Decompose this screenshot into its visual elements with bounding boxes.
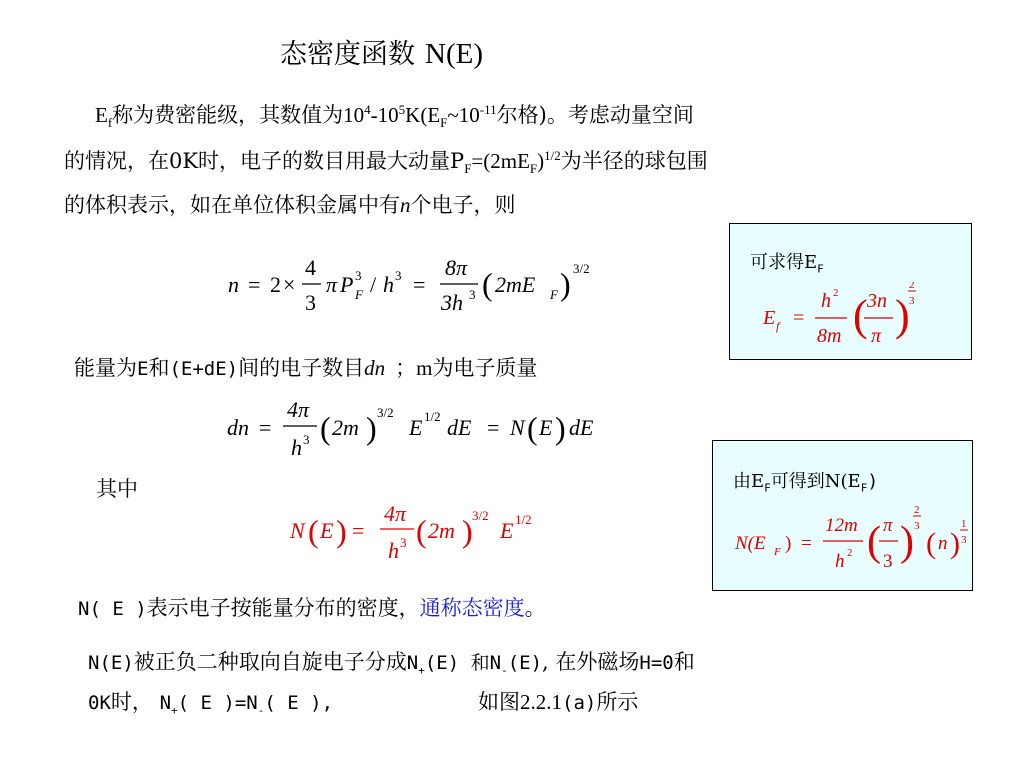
para4-minus: - (501, 664, 508, 678)
para3-b: 表示电子按能量分布的密度， (146, 596, 420, 620)
para4-0K: 0K (88, 692, 111, 714)
line2-text-a: 的情况，在0K时，电子的数目用最大动量P (64, 149, 465, 173)
para4-shi: 时， (110, 690, 160, 714)
eq1-P-sub: F (355, 287, 363, 302)
eq2-den-exp: 3 (303, 432, 310, 447)
eq2-2m: 2m (332, 415, 359, 440)
para2-range: (E+dE) (169, 358, 239, 380)
box2-lhs: N(E (735, 533, 766, 554)
para3-NE: N( E ) (78, 598, 147, 620)
box1-lparen: ( (853, 291, 868, 340)
box1-label (750, 248, 824, 274)
ef3-subscript: F (529, 161, 538, 177)
eq1-rparen: ) (560, 266, 571, 302)
para4-Nminus: N (489, 652, 502, 674)
box1-num-exp: 2 (833, 287, 839, 299)
fermi-text-d: 尔格)。考虑动量空间 (496, 103, 694, 127)
eq3-E2: E (500, 518, 514, 543)
unit-k-ef: K(E (405, 103, 441, 127)
paragraph-fermi-line1 (95, 98, 694, 132)
eq3-rparen: ) (336, 513, 347, 549)
tilde-10: ~10 (447, 103, 480, 127)
title-symbol: N(E) (425, 38, 483, 70)
eq2-E: E (409, 415, 423, 440)
box1-exp-den: 3 (909, 295, 915, 307)
eq2-num: 4π (287, 397, 310, 422)
eq3-half: 1/2 (515, 512, 532, 527)
eq1-pi: π (326, 272, 338, 297)
box2-inner-num: π (883, 515, 893, 536)
para4-rutu: 如图 (478, 690, 520, 714)
density-at-fermi-box (712, 440, 973, 591)
para4-minus2: - (257, 704, 265, 718)
para4-fig-number: 2.2.1 (520, 690, 562, 714)
box1-exp-num: 2 (909, 282, 915, 291)
eq2-exp: 3/2 (377, 405, 394, 420)
paragraph-fermi-line3 (64, 188, 516, 222)
box2-label-b: 可得到N(E (770, 471, 861, 492)
line2-text-c: ) (537, 149, 545, 173)
para2-m: m (416, 356, 433, 380)
equation-electron-count (220, 245, 620, 325)
eq1-den-exp: 3 (469, 287, 476, 302)
eq1-2mEF: 2mE (495, 272, 536, 297)
paragraph-spin-line1 (88, 645, 695, 680)
ef-subscript: f (107, 115, 113, 131)
eq2-lparen2: ( (527, 410, 538, 446)
qizhong-label: 其中 (96, 477, 138, 501)
para4-plus: + (418, 664, 425, 678)
eq3-rparen2: ) (462, 513, 473, 549)
exp-4: 4 (364, 102, 371, 117)
box2-den-exp: 2 (847, 547, 853, 559)
para4-fig-a: (a) (562, 692, 597, 714)
box1-equation (755, 282, 955, 352)
eq2-Earg: E (539, 415, 553, 440)
para2-dn: dn (364, 356, 386, 380)
paragraph-spin-line2 (88, 685, 333, 720)
paragraph-fermi-line2 (64, 144, 708, 178)
para3-dos-term: 通称态密度 (419, 596, 525, 620)
para4-and: 和 (673, 650, 695, 674)
para2-E: E (137, 358, 149, 380)
eq3-N: N (290, 518, 305, 543)
box2-lhs-sub: F (774, 546, 781, 558)
para2-e: 间的电子数目 (238, 356, 365, 380)
eq1-times: × (283, 272, 296, 297)
eq1-equals2: = (413, 272, 426, 297)
box1-den: 8m (817, 325, 842, 347)
title-text: 态密度函数 (280, 39, 415, 70)
eq2-half: 1/2 (424, 409, 441, 424)
eq2-den: h (291, 435, 302, 460)
para4-Nplus: N (406, 652, 419, 674)
paragraph-dos-definition (78, 591, 546, 626)
para4-N2minus: N (246, 692, 258, 714)
equation-density-of-states (288, 500, 568, 575)
box2-label-sub: F (764, 481, 771, 495)
box2-equals: = (801, 533, 812, 554)
box2-rparen2: ) (950, 527, 960, 560)
para4-H0: H=0 (639, 652, 674, 674)
box1-num-h: h (821, 290, 831, 312)
num-10: 10 (343, 103, 365, 127)
eq2-equals2: = (487, 415, 500, 440)
eq2-dE2: dE (569, 415, 594, 440)
exp-neg11: -11 (479, 102, 497, 117)
eq1-P-exp: 3 (355, 268, 362, 283)
box2-label-sub2: F (860, 481, 868, 495)
box2-exp1-num: 2 (914, 504, 920, 516)
para4-NE: N(E) (88, 652, 134, 674)
box1-label-sub: F (817, 262, 824, 276)
eq3-equals: = (352, 518, 365, 543)
n-variable: n (400, 193, 411, 217)
eq2-dn: dn (227, 415, 249, 440)
num-dash-10: -10 (370, 103, 399, 127)
fermi-energy-box (729, 223, 972, 360)
eq1-den3: 3 (305, 290, 316, 315)
para4-N2plus: N (159, 692, 172, 714)
eq1-equals: = (248, 272, 261, 297)
eq2-rparen2: ) (555, 410, 566, 446)
eq1-den3h: 3h (441, 290, 463, 315)
eq2-dE: dE (447, 415, 472, 440)
box2-equation (733, 503, 973, 583)
box1-rparen: ) (895, 291, 910, 340)
pf-subscript: F (464, 161, 472, 177)
eq3-exp: 3/2 (472, 508, 489, 523)
para4-plus2: + (171, 704, 178, 718)
box2-label-c: ) (867, 471, 879, 492)
box1-label-text: 可求得E (750, 252, 818, 273)
eq1-exp: 3/2 (573, 261, 590, 276)
box1-inner-num: 3n (867, 290, 887, 312)
paragraph-figure-ref (478, 685, 638, 720)
para2-h: 为电子质量 (432, 356, 538, 380)
eq1-num4: 4 (305, 255, 316, 280)
eq1-slash: / (370, 272, 377, 297)
box2-n: n (938, 533, 948, 554)
para4-text-g: , 在外磁场 (542, 650, 640, 674)
fermi-text-a: 称为费密能级，其数值为 (112, 103, 344, 127)
box1-equals: = (793, 307, 805, 329)
eq3-den-exp: 3 (400, 535, 407, 550)
exp-half: 1/2 (544, 148, 561, 163)
para4-text-d: (E) 和 (424, 652, 490, 674)
box2-rparen: ) (900, 519, 914, 565)
para2-semicolon: ； (395, 356, 417, 380)
box2-exp2-num: 1 (961, 518, 967, 530)
para4-suoshi: 所示 (596, 690, 639, 714)
equation-dn (225, 395, 625, 470)
eq1-lhs: n (228, 272, 239, 297)
para2-a: 能量为 (74, 356, 137, 380)
eq3-den: h (388, 538, 399, 563)
box2-label-a: 由E (733, 471, 765, 492)
para4-text-l2f: ( E ), (264, 692, 334, 714)
eq1-h: h (383, 272, 394, 297)
paragraph-energy-range (74, 351, 537, 386)
box2-lhs-end: ) (785, 533, 792, 554)
line2-text-d: 为半径的球包围 (560, 149, 708, 173)
box2-inner-den: 3 (883, 551, 893, 572)
para3-period: 。 (524, 596, 546, 620)
box2-lparen2: ( (926, 527, 936, 560)
exp-5: 5 (398, 102, 406, 117)
eq1-P: P (340, 272, 354, 297)
eq2-lparen: ( (320, 410, 331, 446)
box2-exp2-den: 3 (961, 534, 967, 546)
eq2-equals: = (259, 415, 272, 440)
para4-text-l2d: ( E )= (177, 692, 247, 714)
eq1-lparen: ( (482, 266, 493, 302)
box2-exp1-den: 3 (914, 520, 920, 532)
line2-text-b: =(2mE (471, 149, 530, 173)
box1-ef-sub: f (776, 319, 780, 333)
eq1-two: 2 (270, 272, 281, 297)
ef-symbol: E (95, 103, 108, 127)
box2-den: h (835, 551, 845, 572)
box2-label (733, 467, 878, 493)
box2-lparen: ( (867, 519, 881, 565)
eq2-N: N (510, 415, 525, 440)
para4-text-b: 被正负二种取向自旋电子分成 (133, 650, 407, 674)
line3-text-b: 个电子，则 (410, 193, 516, 217)
ef2-subscript: F (440, 115, 448, 131)
box1-inner-den: π (871, 325, 882, 347)
eq3-num: 4π (384, 501, 407, 526)
eq3-lparen2: ( (416, 513, 427, 549)
eq1-h-exp: 3 (395, 268, 402, 283)
para2-and: 和 (148, 356, 170, 380)
para4-text-f: (E) (507, 652, 543, 674)
eq1-EF-sub: F (550, 287, 558, 302)
eq3-2m: 2m (428, 518, 455, 543)
box2-num: 12m (825, 515, 858, 536)
line3-text-a: 的体积表示，如在单位体积金属中有 (64, 193, 400, 217)
eq2-rparen: ) (366, 410, 377, 446)
eq3-E: E (320, 518, 334, 543)
page-title (280, 32, 483, 71)
eq3-lparen: ( (308, 513, 319, 549)
eq1-num8pi: 8π (445, 255, 468, 280)
box1-ef: E (763, 307, 776, 329)
